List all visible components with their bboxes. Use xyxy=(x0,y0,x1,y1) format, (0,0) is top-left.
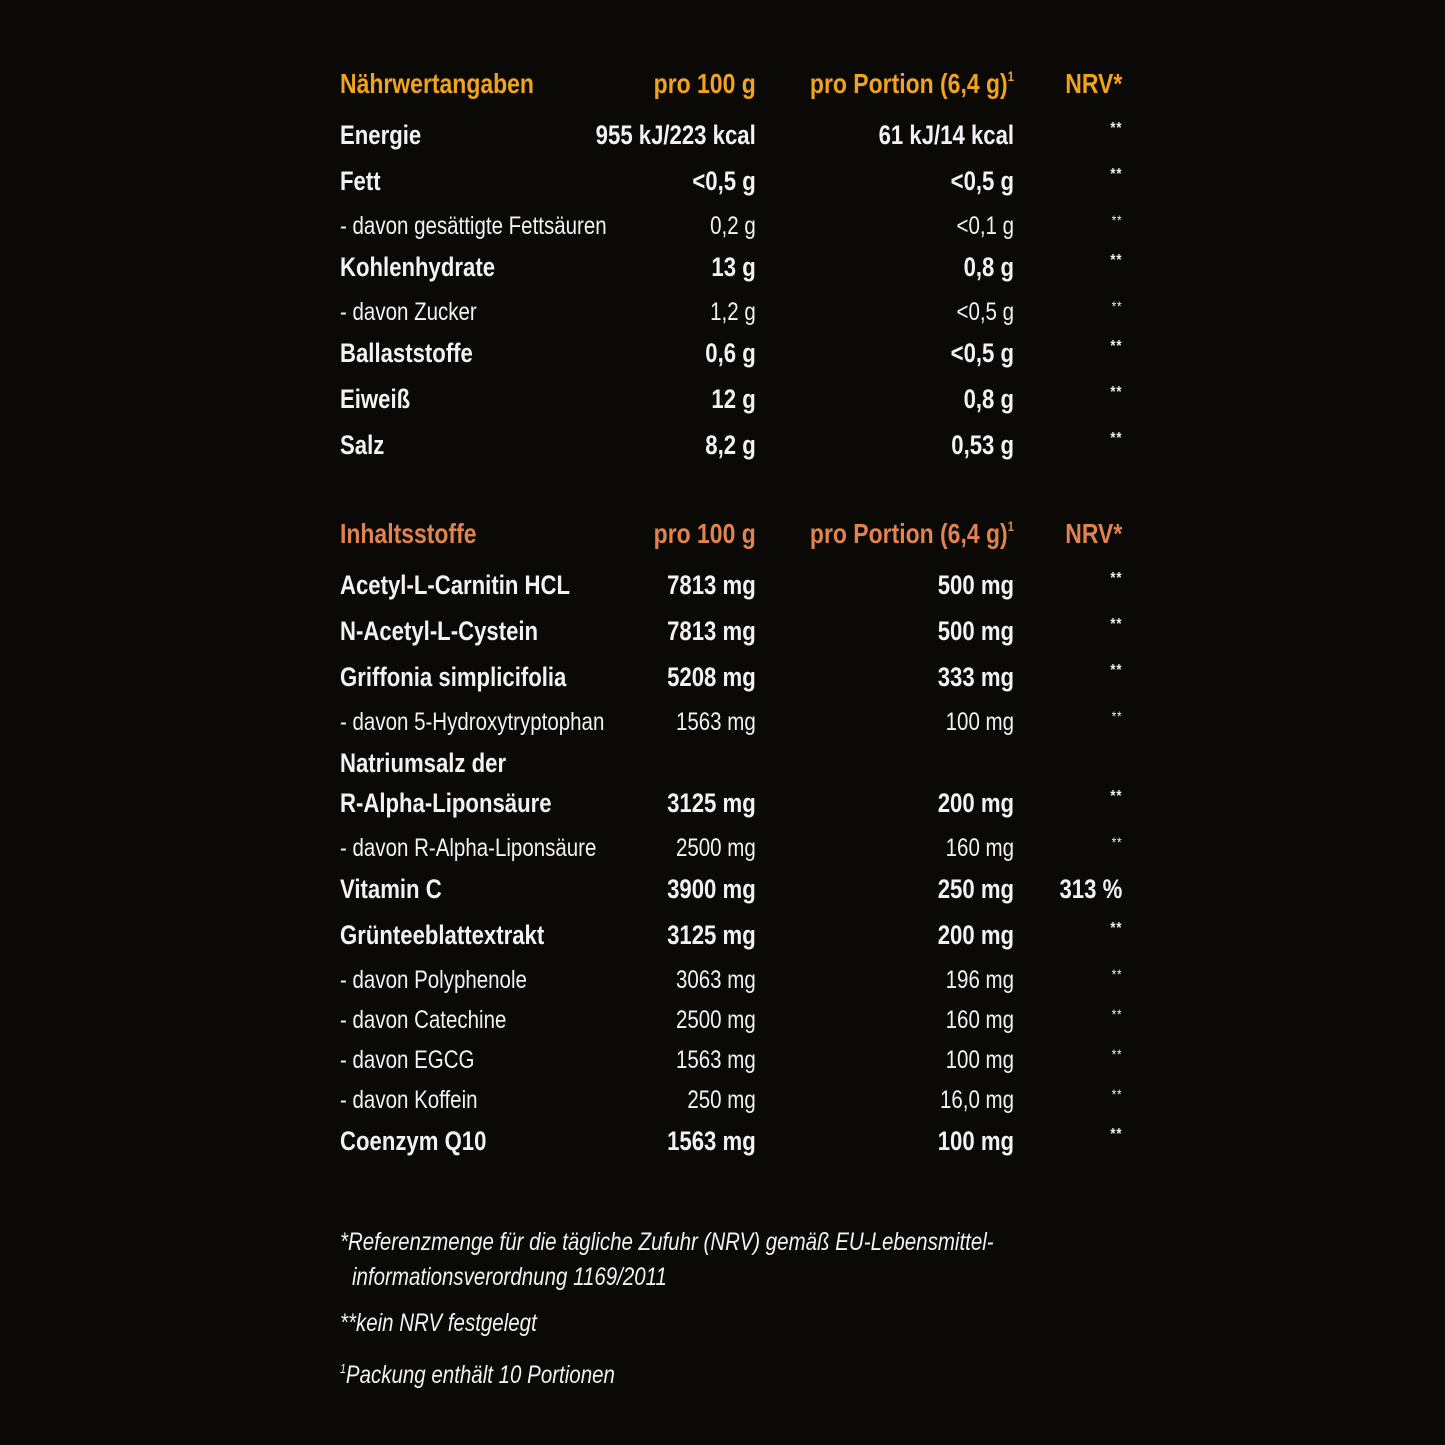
ingredients-cell-portion: 196 mg xyxy=(945,966,1015,994)
ingredients-cell-portion: 100 mg xyxy=(945,1046,1015,1074)
ingredients-cell-portion: 250 mg xyxy=(937,874,1015,904)
ingredients-cell-nrv: 313 % xyxy=(1059,874,1123,904)
ingredients-cell-name: Natriumsalz der xyxy=(340,748,507,778)
ingredients-cell-portion: 100 mg xyxy=(937,1126,1015,1156)
ingredients-cell-portion: 100 mg xyxy=(945,708,1015,736)
nutrition-cell-name: Salz xyxy=(340,430,385,460)
ingredients-cell-nrv: ** xyxy=(1110,788,1123,805)
ingredients-row xyxy=(340,788,1122,834)
ingredients-header-portion: pro Portion (6,4 g)$^1$ xyxy=(809,518,1015,549)
ingredients-row xyxy=(340,1126,1122,1172)
nutrition-cell-per100: 8,2 g xyxy=(705,430,756,460)
ingredients-cell-per100: 1563 mg xyxy=(675,1046,756,1074)
nutrition-cell-nrv: ** xyxy=(1110,384,1123,401)
ingredients-row xyxy=(340,616,1122,662)
nutrition-cell-portion: <0,5 g xyxy=(950,166,1015,196)
nutrition-cell-portion: <0,5 g xyxy=(956,298,1015,326)
nutrition-cell-nrv: ** xyxy=(1110,120,1123,137)
ingredients-cell-nrv: ** xyxy=(1110,616,1123,633)
ingredients-row xyxy=(340,834,1122,874)
ingredients-cell-name: Acetyl-L-Carnitin HCL xyxy=(340,570,571,600)
ingredients-cell-name: Griffonia simplicifolia xyxy=(340,662,567,692)
footnote-nrv-reference-cont: informationsverordnung 1169/2011 xyxy=(352,1263,667,1291)
ingredients-header-title: Inhaltsstoffe xyxy=(340,518,477,549)
ingredients-cell-name: Coenzym Q10 xyxy=(340,1126,487,1156)
nutrition-header-title: Nährwertangaben xyxy=(340,68,534,99)
ingredients-cell-nrv: ** xyxy=(1111,708,1123,724)
ingredients-cell-per100: 2500 mg xyxy=(675,1006,756,1034)
ingredients-table xyxy=(340,518,1122,1172)
ingredients-cell-name: - davon Catechine xyxy=(340,1006,507,1034)
nutrition-row xyxy=(340,338,1122,384)
nutrition-cell-portion: 61 kJ/14 kcal xyxy=(878,120,1015,150)
ingredients-cell-per100: 7813 mg xyxy=(667,616,756,646)
nutrition-rows xyxy=(340,120,1122,476)
nutrition-header-nrv: NRV* xyxy=(1065,68,1123,99)
ingredients-row xyxy=(340,1006,1122,1046)
ingredients-cell-per100: 3125 mg xyxy=(667,920,756,950)
ingredients-cell-name: - davon EGCG xyxy=(340,1046,475,1074)
nutrition-cell-nrv: ** xyxy=(1111,298,1123,314)
ingredients-cell-name: - davon R-Alpha-Liponsäure xyxy=(340,834,597,862)
nutrition-cell-per100: 955 kJ/223 kcal xyxy=(595,120,756,150)
nutrition-header-row xyxy=(340,68,1122,120)
nutrition-cell-name: Kohlenhydrate xyxy=(340,252,496,282)
ingredients-cell-name: Vitamin C xyxy=(340,874,442,904)
nutrition-cell-portion: <0,1 g xyxy=(956,212,1015,240)
ingredients-cell-per100: 250 mg xyxy=(687,1086,756,1114)
nutrition-cell-name: Fett xyxy=(340,166,381,196)
nutrition-cell-per100: 12 g xyxy=(711,384,756,414)
nutrition-row xyxy=(340,384,1122,430)
ingredients-row xyxy=(340,966,1122,1006)
nutrition-cell-per100: 1,2 g xyxy=(710,298,756,326)
nutrition-cell-per100: 0,2 g xyxy=(710,212,756,240)
ingredients-cell-name: N-Acetyl-L-Cystein xyxy=(340,616,539,646)
nutrition-row xyxy=(340,120,1122,166)
nutrition-cell-portion: 0,53 g xyxy=(951,430,1015,460)
ingredients-cell-per100: 5208 mg xyxy=(667,662,756,692)
ingredients-row xyxy=(340,748,1122,788)
ingredients-cell-portion: 160 mg xyxy=(945,834,1015,862)
ingredients-cell-per100: 3063 mg xyxy=(675,966,756,994)
nutrition-cell-nrv: ** xyxy=(1110,166,1123,183)
ingredients-cell-per100: 3900 mg xyxy=(667,874,756,904)
ingredients-cell-nrv: ** xyxy=(1110,570,1123,587)
nutrition-cell-nrv: ** xyxy=(1111,212,1123,228)
nutrition-cell-nrv: ** xyxy=(1110,430,1123,447)
ingredients-cell-name: - davon Koffein xyxy=(340,1086,478,1114)
ingredients-row xyxy=(340,874,1122,920)
ingredients-cell-per100: 3125 mg xyxy=(667,788,756,818)
nutrition-cell-portion: 0,8 g xyxy=(963,252,1015,282)
ingredients-row xyxy=(340,708,1122,748)
ingredients-cell-per100: 1563 mg xyxy=(675,708,756,736)
nutrition-cell-per100: 0,6 g xyxy=(705,338,756,368)
ingredients-header-nrv: NRV* xyxy=(1065,518,1123,549)
nutrition-row xyxy=(340,252,1122,298)
ingredients-cell-nrv: ** xyxy=(1110,920,1123,937)
ingredients-row xyxy=(340,1086,1122,1126)
nutrition-cell-name: Energie xyxy=(340,120,422,150)
ingredients-cell-portion: 500 mg xyxy=(937,570,1015,600)
ingredients-cell-nrv: ** xyxy=(1110,662,1123,679)
ingredients-cell-per100: 7813 mg xyxy=(667,570,756,600)
ingredients-row xyxy=(340,920,1122,966)
nutrition-cell-nrv: ** xyxy=(1110,252,1123,269)
footnote-nrv-reference: *Referenzmenge für die tägliche Zufuhr (NRV) gemäß EU-Lebensmittel- xyxy=(340,1228,994,1256)
nutrition-cell-name: Ballaststoffe xyxy=(340,338,473,368)
ingredients-cell-portion: 500 mg xyxy=(937,616,1015,646)
footnote-no-nrv: **kein NRV festgelegt xyxy=(340,1309,537,1337)
ingredients-cell-nrv: ** xyxy=(1111,1086,1123,1102)
footnote-portions: $^1$Packung enthält 10 Portionen xyxy=(340,1361,615,1389)
nutrition-cell-per100: <0,5 g xyxy=(692,166,756,196)
ingredients-row xyxy=(340,662,1122,708)
ingredients-cell-name: Grünteeblattextrakt xyxy=(340,920,545,950)
ingredients-cell-nrv: ** xyxy=(1111,966,1123,982)
nutrition-row xyxy=(340,212,1122,252)
ingredients-cell-name: R-Alpha-Liponsäure xyxy=(340,788,552,818)
ingredients-rows xyxy=(340,570,1122,1172)
nutrition-header-per100: pro 100 g xyxy=(653,68,756,99)
nutrition-row xyxy=(340,298,1122,338)
ingredients-cell-per100: 1563 mg xyxy=(667,1126,756,1156)
ingredients-cell-portion: 200 mg xyxy=(937,788,1015,818)
ingredients-cell-per100: 2500 mg xyxy=(675,834,756,862)
nutrition-cell-portion: <0,5 g xyxy=(950,338,1015,368)
nutrition-row xyxy=(340,430,1122,476)
nutrition-cell-name: - davon gesättigte Fettsäuren xyxy=(340,212,607,240)
nutrition-row xyxy=(340,166,1122,212)
nutrition-cell-per100: 13 g xyxy=(711,252,756,282)
ingredients-cell-portion: 16,0 mg xyxy=(939,1086,1015,1114)
ingredients-header-per100: pro 100 g xyxy=(653,518,756,549)
ingredients-cell-nrv: ** xyxy=(1110,1126,1123,1143)
nutrition-header-portion: pro Portion (6,4 g)$^1$ xyxy=(809,68,1015,99)
ingredients-cell-name: - davon Polyphenole xyxy=(340,966,527,994)
ingredients-cell-portion: 333 mg xyxy=(937,662,1015,692)
ingredients-row xyxy=(340,1046,1122,1086)
ingredients-cell-name: - davon 5-Hydroxytryptophan xyxy=(340,708,605,736)
ingredients-cell-nrv: ** xyxy=(1111,1006,1123,1022)
ingredients-cell-portion: 160 mg xyxy=(945,1006,1015,1034)
ingredients-cell-portion: 200 mg xyxy=(937,920,1015,950)
nutrition-cell-portion: 0,8 g xyxy=(963,384,1015,414)
ingredients-header-row xyxy=(340,518,1122,570)
nutrition-cell-name: Eiweiß xyxy=(340,384,411,414)
nutrition-table xyxy=(340,68,1122,476)
ingredients-cell-nrv: ** xyxy=(1111,834,1123,850)
ingredients-cell-nrv: ** xyxy=(1111,1046,1123,1062)
nutrition-cell-name: - davon Zucker xyxy=(340,298,477,326)
nutrition-cell-nrv: ** xyxy=(1110,338,1123,355)
ingredients-row xyxy=(340,570,1122,616)
